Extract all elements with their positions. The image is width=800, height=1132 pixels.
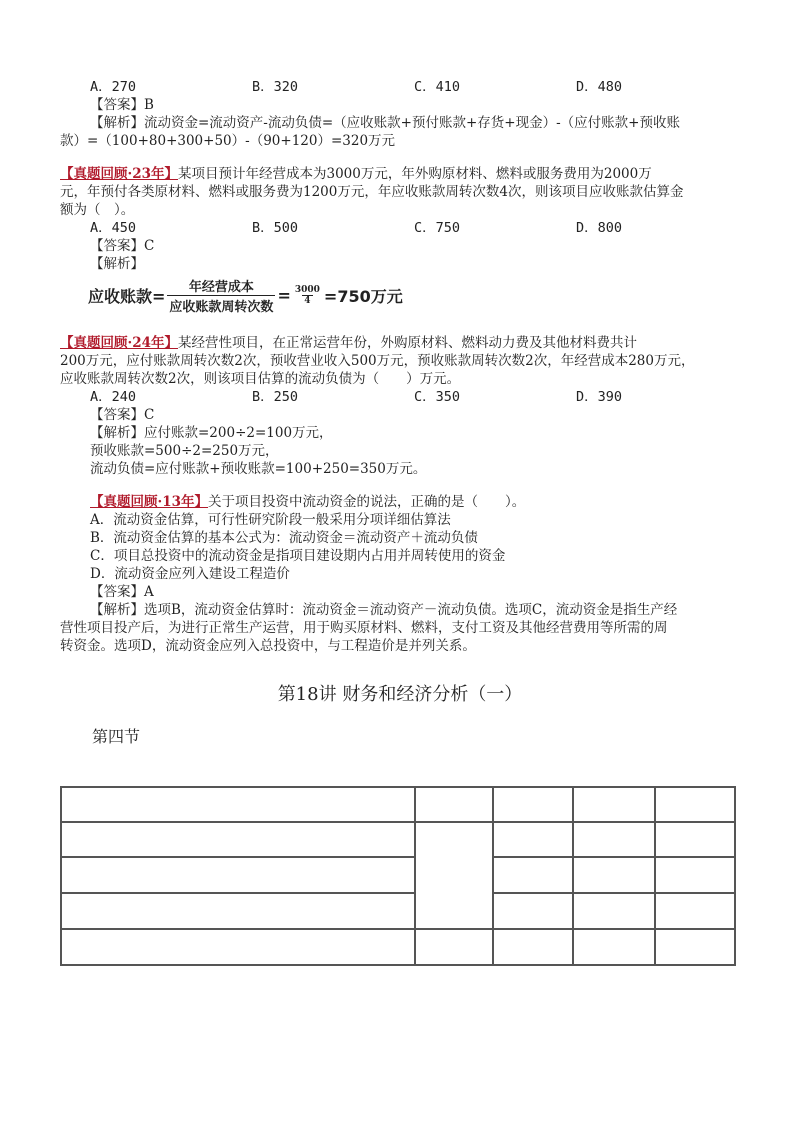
table-row [61,857,735,893]
q1-option-d: D．480 [576,79,623,95]
q3-analysis-line-3: 流动负债=应付账款+预收账款=100+250=350万元。 [90,461,427,477]
table-cell [573,822,655,857]
q3-tag: 【真题回顾·24年】 [60,335,178,351]
section-title: 第18讲 财务和经济分析（一） [277,684,523,705]
table-cell [655,857,735,893]
q1-analysis-line-1: 【解析】流动资金=流动资产-流动负债=（应收账款+预付账款+存货+现金）-（应付账款+预收账 [90,115,680,131]
q1-option-b: B．320 [252,79,299,95]
formula-equals: = [277,286,291,305]
q2-stem-text-1: 某项目预计年经营成本为3000万元，年外购原材料、燃料或服务费用为2000万 [178,166,652,182]
q4-analysis-line-2: 营性项目投产后，为进行正常生产运营，用于购买原材料、燃料，支付工资及其他经营费用等所需的周 [60,620,668,636]
table-row [61,822,735,857]
section-subtitle: 第四节 [92,727,141,746]
table-cell [493,857,573,893]
table-cell [493,787,573,822]
q1-option-c: C．410 [414,79,461,95]
q2-option-b: B．500 [252,220,299,236]
table-cell [493,929,573,965]
q3-stem-line-3: 应收账款周转次数2次，则该项目估算的流动负债为（ ）万元。 [60,371,461,387]
q3-stem-line-2: 200万元，应付账款周转次数2次，预收营业收入500万元，预收账款周转次数2次，年经营成本280万元， [60,353,695,369]
q2-option-c: C．750 [414,220,461,236]
q4-option-b: B．流动资金估算的基本公式为：流动资金＝流动资产＋流动负债 [90,530,478,546]
q4-tag: 【真题回顾·13年】 [90,494,208,510]
q2-analysis: 【解析】 [90,256,144,272]
table-cell [655,893,735,929]
q3-analysis-line-1: 【解析】应付账款=200÷2=100万元， [90,425,333,441]
formula-numerator-2: 3000 [294,285,320,295]
table-cell [61,822,415,857]
q4-analysis-line-1: 【解析】选项B，流动资金估算时：流动资金＝流动资产－流动负债。选项C，流动资金是指生产经 [90,602,678,618]
q4-option-a: A．流动资金估算，可行性研究阶段一般采用分项详细估算法 [90,512,451,528]
formula-numerator: 年经营成本 [188,280,254,295]
q3-option-d: D．390 [576,389,623,405]
formula-result: =750万元 [323,287,403,306]
table-cell [493,822,573,857]
q1-option-a: A．270 [90,79,137,95]
q3-stem-line-1 [60,334,637,352]
table-cell [573,787,655,822]
q2-answer: 【答案】C [90,238,155,254]
table-cell-merged [415,822,493,929]
q1-analysis-line-2: 款）=（100+80+300+50）-（90+120）=320万元 [60,133,396,149]
table-cell [655,787,735,822]
q4-option-d: D．流动资金应列入建设工程造价 [90,566,290,582]
q3-option-b: B．250 [252,389,299,405]
q3-option-a: A．240 [90,389,137,405]
table-cell [61,893,415,929]
table-cell [573,929,655,965]
formula-denominator: 应收账款周转次数 [167,295,275,315]
table-cell [655,929,735,965]
formula-fraction [167,276,275,315]
table-cell [61,929,415,965]
q1-answer: 【答案】B [90,97,154,113]
empty-table [60,786,736,966]
table-cell [573,893,655,929]
q4-stem-line [90,493,525,511]
table-cell [493,893,573,929]
q4-answer: 【答案】A [90,584,154,600]
q4-option-c: C．项目总投资中的流动资金是指项目建设期内占用并周转使用的资金 [90,548,506,564]
table-row [61,929,735,965]
q3-analysis-line-2: 预收账款=500÷2=250万元， [90,443,279,459]
table-cell [61,857,415,893]
q3-answer: 【答案】C [90,407,155,423]
q2-stem-line-3: 额为（ ）。 [60,202,135,218]
q2-option-d: D．800 [576,220,623,236]
q4-stem-text: 关于项目投资中流动资金的说法，正确的是（ ）。 [208,494,526,510]
q3-stem-text-1: 某经营性项目，在正常运营年份，外购原材料、燃料动力费及其他材料费共计 [178,335,637,351]
table-cell [655,822,735,857]
table-cell [573,857,655,893]
table-cell [415,787,493,822]
formula-lhs: 应收账款= [88,287,166,306]
formula-denominator-2: 4 [304,296,311,306]
q2-stem-line-2: 元，年预付各类原材料、燃料或服务费为1200万元，年应收账款周转次数4次，则该项目应收账款估算金 [60,184,684,200]
table-cell [415,929,493,965]
q2-tag: 【真题回顾·23年】 [60,166,178,182]
table-cell [61,787,415,822]
q2-stem-line-1 [60,165,652,183]
q2-option-a: A．450 [90,220,137,236]
q4-analysis-line-3: 转资金。选项D，流动资金应列入总投资中，与工程造价是并列关系。 [60,638,476,654]
q3-option-c: C．350 [414,389,461,405]
table-row [61,893,735,929]
formula-fraction-2 [293,285,322,306]
table-row [61,787,735,822]
q2-formula [88,276,403,315]
